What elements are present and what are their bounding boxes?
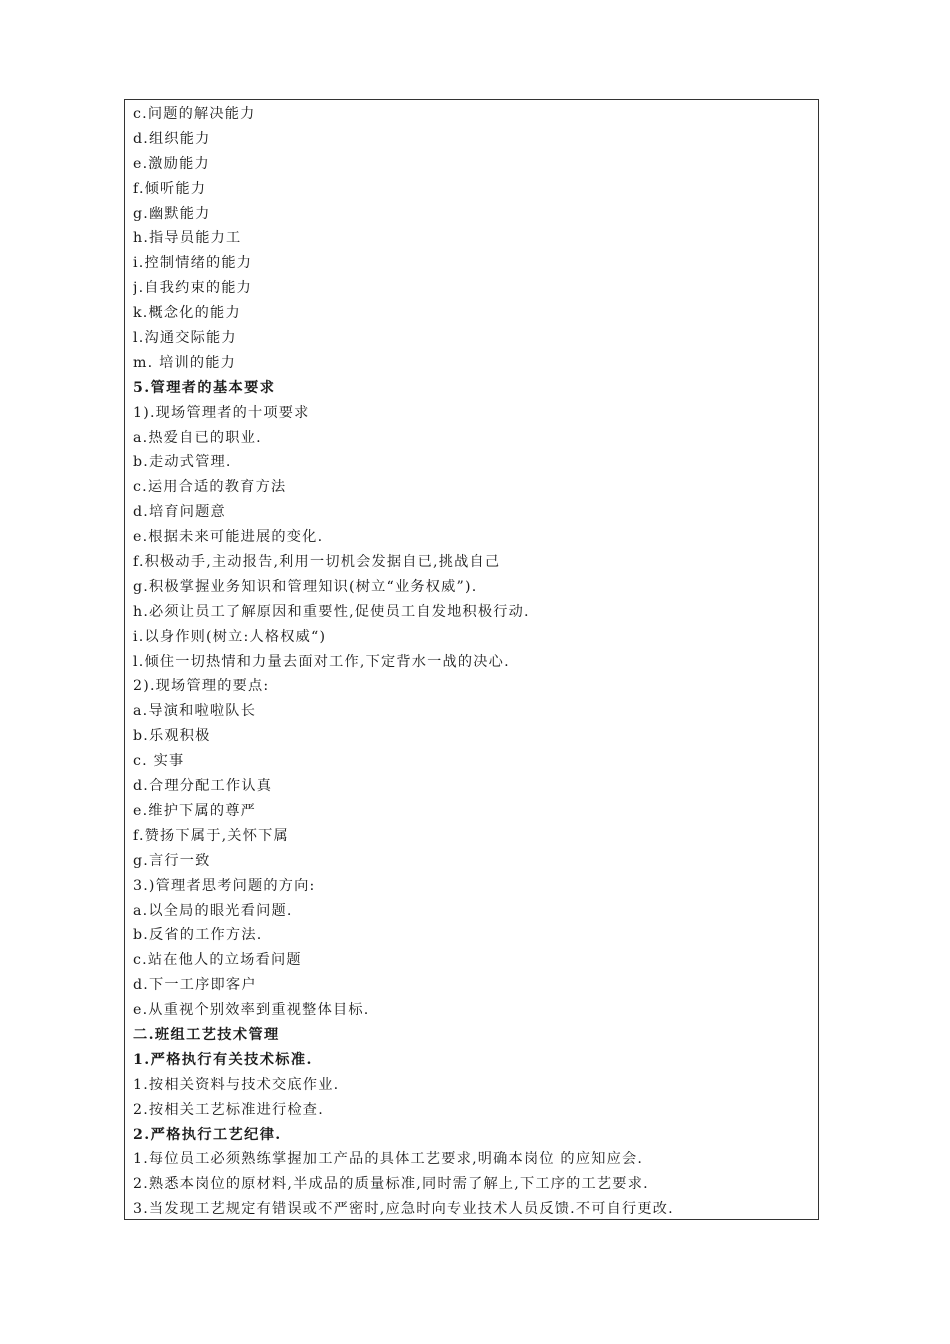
text-line: m. 培训的能力: [133, 354, 237, 371]
text-line: b.走动式管理.: [133, 454, 232, 471]
text-line: d.合理分配工作认真: [133, 778, 273, 795]
text-line: 3.)管理者思考问题的方向:: [133, 877, 316, 894]
text-line: b.反省的工作方法.: [133, 927, 263, 944]
text-line: i.以身作则(树立:人格权威“): [133, 628, 327, 645]
text-line: e.维护下属的尊严: [133, 802, 257, 819]
text-line: g.积极掌握业务知识和管理知识(树立“业务权威”).: [133, 578, 478, 595]
text-line: e.根据未来可能进展的变化.: [133, 529, 324, 546]
document-table-cell: [124, 99, 819, 1220]
text-line: e.激励能力: [133, 155, 210, 172]
text-line: d.组织能力: [133, 130, 211, 147]
text-line: c. 实事: [133, 753, 185, 770]
text-line: d.培育问题意: [133, 504, 226, 521]
text-line: h.指导员能力工: [133, 230, 242, 247]
text-line: f.赞扬下属于,关怀下属: [133, 827, 289, 844]
section-heading: 2.严格执行工艺纪律.: [133, 1126, 282, 1143]
text-line: g.幽默能力: [133, 205, 211, 222]
text-line: a.导演和啦啦队长: [133, 703, 257, 720]
text-line: h.必须让员工了解原因和重要性,促使员工自发地积极行动.: [133, 603, 530, 620]
text-line: g.言行一致: [133, 852, 211, 869]
text-line: c.站在他人的立场看问题: [133, 952, 302, 969]
document-content: [133, 102, 812, 1222]
text-line: c.运用合适的教育方法: [133, 479, 287, 496]
section-heading: 1.严格执行有关技术标准.: [133, 1051, 313, 1068]
text-line: l.倾住一切热情和力量去面对工作,下定背水一战的决心.: [133, 653, 510, 670]
text-line: k.概念化的能力: [133, 305, 241, 322]
text-line: f.倾听能力: [133, 180, 207, 197]
text-line: 1).现场管理者的十项要求: [133, 404, 310, 421]
text-line: i.控制情绪的能力: [133, 255, 253, 272]
text-line: 3.当发现工艺规定有错误或不严密时,应急时向专业技术人员反馈.不可自行更改.: [133, 1201, 674, 1218]
text-line: e.从重视个别效率到重视整体目标.: [133, 1002, 370, 1019]
text-line: 2.按相关工艺标准进行检查.: [133, 1101, 324, 1118]
text-line: l.沟通交际能力: [133, 330, 237, 347]
text-line: 1.每位员工必须熟练掌握加工产品的具体工艺要求,明确本岗位 的应知应会.: [133, 1151, 644, 1168]
text-line: j.自我约束的能力: [133, 280, 253, 297]
section-heading: 5.管理者的基本要求: [133, 379, 276, 396]
text-line: d.下一工序即客户: [133, 977, 257, 994]
text-line: 2.熟悉本岗位的原材料,半成品的质量标准,同时需了解上,下工序的工艺要求.: [133, 1176, 649, 1193]
text-line: 1.按相关资料与技术交底作业.: [133, 1076, 340, 1093]
text-line: f.积极动手,主动报告,利用一切机会发据自已,挑战自己: [133, 554, 501, 571]
text-line: a.以全局的眼光看问题.: [133, 902, 293, 919]
text-line: a.热爱自已的职业.: [133, 429, 262, 446]
text-line: c.问题的解决能力: [133, 106, 256, 122]
text-line: b.乐观积极: [133, 728, 211, 745]
section-heading: 二.班组工艺技术管理: [133, 1026, 280, 1043]
text-line: 2).现场管理的要点:: [133, 678, 270, 695]
